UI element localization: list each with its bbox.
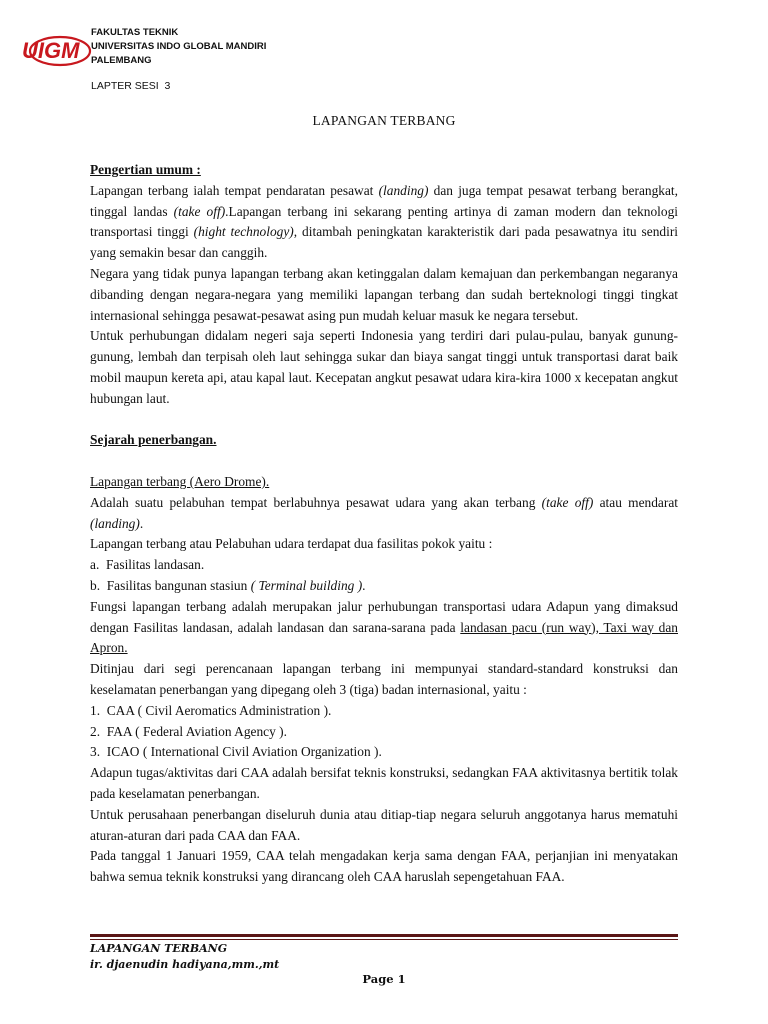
document-body [90, 160, 678, 888]
footer-divider [90, 934, 678, 940]
paragraph: Pada tanggal 1 Januari 1959, CAA telah mengadakan kerja sama dengan FAA, perjanjian ini menyatakan bahwa semua teknik konstruksi yang dirancang oleh CAA haruslah sepengetahuan FAA. [90, 848, 678, 885]
city-name: PALEMBANG [91, 55, 152, 66]
paragraph: Adapun tugas/aktivitas dari CAA adalah bersifat teknis konstruksi, sedangkan FAA aktivitasnya bertitik tolak pada keselamatan penerbangan. [90, 765, 678, 801]
session-label: LAPTER SESI 3 [91, 80, 171, 92]
list-item: 1. CAA ( Civil Aeromatics Administration ). [90, 702, 332, 718]
paragraph: Adalah suatu pelabuhan tempat berlabuhnya pesawat udara yang akan terbang (take off) atau mendarat (landing). [90, 494, 678, 531]
uigm-logo [20, 30, 92, 70]
paragraph: Fungsi lapangan terbang adalah merupakan jalur perhubungan transportasi udara Adapun yang dimaksud dengan Fasilitas landasan, adalah landasan dan sarana-sarana pada landasan pacu (run way), Taxi way dan Apron. [90, 598, 678, 656]
subheading-aerodrome: Lapangan terbang (Aero Drome). [90, 473, 270, 489]
document-title: LAPANGAN TERBANG [312, 113, 456, 128]
footer-info [90, 941, 279, 973]
section-heading-pengertian: Pengertian umum : [90, 162, 201, 177]
paragraph: Untuk perusahaan penerbangan diseluruh dunia atau ditiap-tiap negara seluruh anggotanya harus mematuhi aturan-aturan dari pada CAA dan FAA. [90, 806, 678, 843]
section-heading-sejarah: Sejarah penerbangan. [90, 432, 217, 448]
paragraph: Lapangan terbang ialah tempat pendaratan pesawat (landing) dan juga tempat pesawat terbang berangkat, tinggal landas (take off).Lapangan terbang ini sekarang penting artinya di zaman modern dan teknologi transportasi tinggi (hight technology), ditambah peningkatan karakteristik dari pada pesawatnya itu sendiri yang semakin besar dan canggih. [90, 182, 679, 261]
faculty-name: FAKULTAS TEKNIK [91, 27, 179, 38]
list-item: 3. ICAO ( International Civil Aviation Organization ). [90, 744, 382, 760]
list-item: b. Fasilitas bangunan stasiun ( Terminal building ). [90, 577, 366, 593]
institution-header [91, 26, 266, 68]
paragraph: Ditinjau dari segi perencanaan lapangan terbang ini mempunyai standard-standard konstruksi dan keselamatan penerbangan yang dipegang oleh 3 (tiga) badan internasional, yaitu : [90, 661, 678, 697]
paragraph: Lapangan terbang atau Pelabuhan udara terdapat dua fasilitas pokok yaitu : [90, 536, 493, 552]
paragraph: Negara yang tidak punya lapangan terbang akan ketinggalan dalam kemajuan dan perkembangan negaranya dibanding dengan negara-negara yang memiliki lapangan terbang dan sudah berteknologi tinggi tingkat internasional sehingga pesawat-pesawat asing pun mudah keluar masuk ke negara tersebut. [90, 265, 678, 323]
svg-text:UIGM: UIGM [22, 38, 80, 63]
university-name: UNIVERSITAS INDO GLOBAL MANDIRI [91, 41, 267, 52]
paragraph: Untuk perhubungan didalam negeri saja seperti Indonesia yang terdiri dari pulau-pulau, banyak gunung-gunung, lembah dan terpisah oleh laut sehingga sukar dan biaya sangat tinggi untuk transportasi darat baik mobil maupun kereta api, atau kapal laut. Kecepatan angkut pesawat udara kira-kira 1000 x kecepatan angkut hubungan laut. [90, 328, 678, 406]
footer-author: ir. djaenudin hadiyana,mm.,mt [90, 958, 280, 971]
footer-course: LAPANGAN TERBANG [90, 942, 228, 955]
list-item: a. Fasilitas landasan. [90, 557, 205, 573]
page-number: Page 1 [362, 972, 406, 986]
list-item: 2. FAA ( Federal Aviation Agency ). [90, 723, 287, 739]
